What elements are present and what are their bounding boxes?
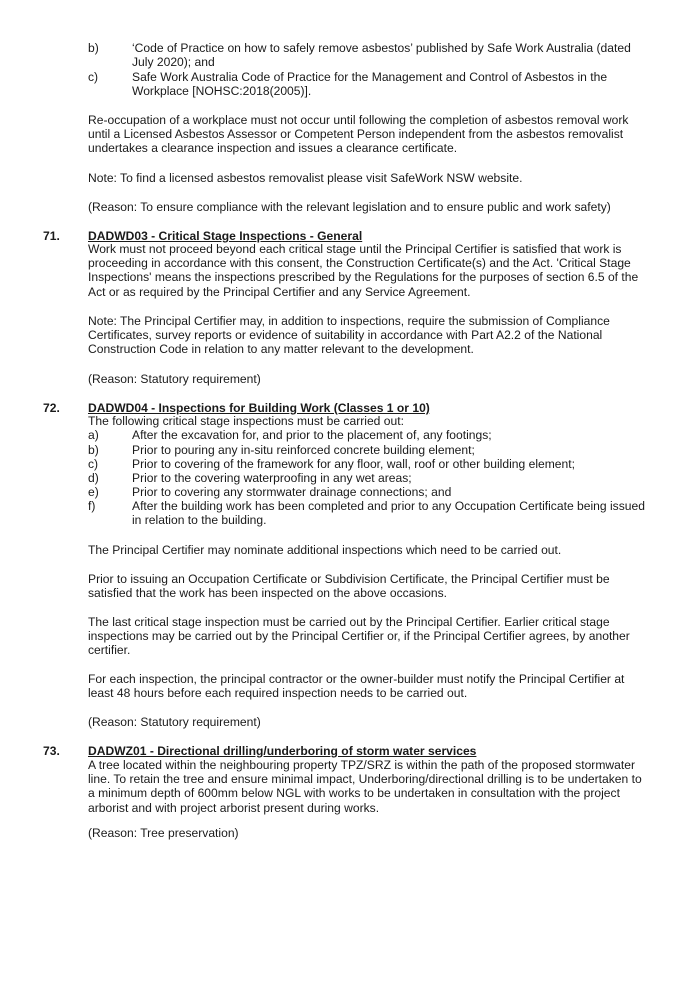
list-item-label: c) <box>88 70 99 84</box>
section-heading: DADWZ01 - Directional drilling/underboring of storm water services <box>88 744 477 758</box>
list-item-text: After the building work has been completed and prior to any Occupation Certificate being issued in relation to the building. <box>132 499 645 528</box>
section-number: 72. <box>43 401 60 415</box>
paragraph: Work must not proceed beyond each critical stage until the Principal Certifier is satisfied that work is proceeding in accordance with this consent, the Construction Certificate(s) and the Act. 'Critical Stage Inspections' means the inspections prescribed by the Regulations for the purposes of section 6.5 of the Act or as required by the Principal Certifier and any Service Agreement. <box>88 242 639 299</box>
list-item <box>88 471 648 485</box>
list-item-label: d) <box>88 471 99 485</box>
list-item-text: ‘Code of Practice on how to safely remove asbestos’ published by Safe Work Australia (dated July 2020); and <box>132 41 631 70</box>
paragraph: For each inspection, the principal contractor or the owner-builder must notify the Principal Certifier at least 48 hours before each required inspection needs to be carried out. <box>88 672 625 701</box>
list-intro: The following critical stage inspections must be carried out: <box>88 414 404 428</box>
section-number: 71. <box>43 229 60 243</box>
list-item <box>88 457 648 471</box>
paragraph: (Reason: Statutory requirement) <box>88 715 261 729</box>
list-item-text: Prior to pouring any in-situ reinforced concrete building element; <box>132 443 475 457</box>
list-item <box>88 443 648 457</box>
list-item-text: Prior to covering of the framework for any floor, wall, roof or other building element; <box>132 457 575 471</box>
list-item-label: c) <box>88 457 99 471</box>
paragraph: Note: The Principal Certifier may, in addition to inspections, require the submission of Compliance Certificates, survey reports or evidence of suitability in accordance with Part A2.2 of the National Construction Code in relation to any matter relevant to the development. <box>88 314 610 357</box>
paragraph: The Principal Certifier may nominate additional inspections which need to be carried out. <box>88 543 562 557</box>
list-item-label: e) <box>88 485 99 499</box>
paragraph: Re-occupation of a workplace must not occur until following the completion of asbestos removal work until a Licensed Asbestos Assessor or Competent Person independent from the asbestos removalist undertakes a clearance inspection and issues a clearance certificate. <box>88 113 629 156</box>
list-item-label: f) <box>88 499 96 513</box>
paragraph: (Reason: Statutory requirement) <box>88 372 261 386</box>
paragraph: (Reason: Tree preservation) <box>88 826 239 840</box>
list-item-text: Prior to covering any stormwater drainage connections; and <box>132 485 452 499</box>
paragraph: The last critical stage inspection must be carried out by the Principal Certifier. Earlier critical stage inspections may be carried out by the Principal Certifier or, if the Principal Certifier agrees, by another certifier. <box>88 615 630 658</box>
list-item <box>88 428 648 442</box>
list-item-label: a) <box>88 428 99 442</box>
paragraph: (Reason: To ensure compliance with the relevant legislation and to ensure public and work safety) <box>88 200 611 214</box>
list-item <box>88 70 648 100</box>
list-item-label: b) <box>88 41 99 55</box>
list-item <box>88 41 648 71</box>
paragraph: Note: To find a licensed asbestos removalist please visit SafeWork NSW website. <box>88 171 523 185</box>
section-heading: DADWD03 - Critical Stage Inspections - General <box>88 229 363 243</box>
section-number: 73. <box>43 744 60 758</box>
list-item-text: After the excavation for, and prior to the placement of, any footings; <box>132 428 492 442</box>
list-item <box>88 485 648 499</box>
list-item-label: b) <box>88 443 99 457</box>
section-heading: DADWD04 - Inspections for Building Work (Classes 1 or 10) <box>88 401 430 415</box>
list-item-text: Safe Work Australia Code of Practice for the Management and Control of Asbestos in the Workplace [NOHSC:2018(2005)]. <box>132 70 608 99</box>
list-item <box>88 499 648 529</box>
list-item-text: Prior to the covering waterproofing in any wet areas; <box>132 471 412 485</box>
paragraph: A tree located within the neighbouring property TPZ/SRZ is within the path of the proposed stormwater line. To retain the tree and ensure minimal impact, Underboring/directional drilling is to be undertaken to a minimum depth of 600mm below NGL with works to be undertaken in consultation with the project arborist and with project arborist present during works. <box>88 758 642 815</box>
paragraph: Prior to issuing an Occupation Certificate or Subdivision Certificate, the Principal Certifier must be satisfied that the work has been inspected on the above occasions. <box>88 572 610 601</box>
